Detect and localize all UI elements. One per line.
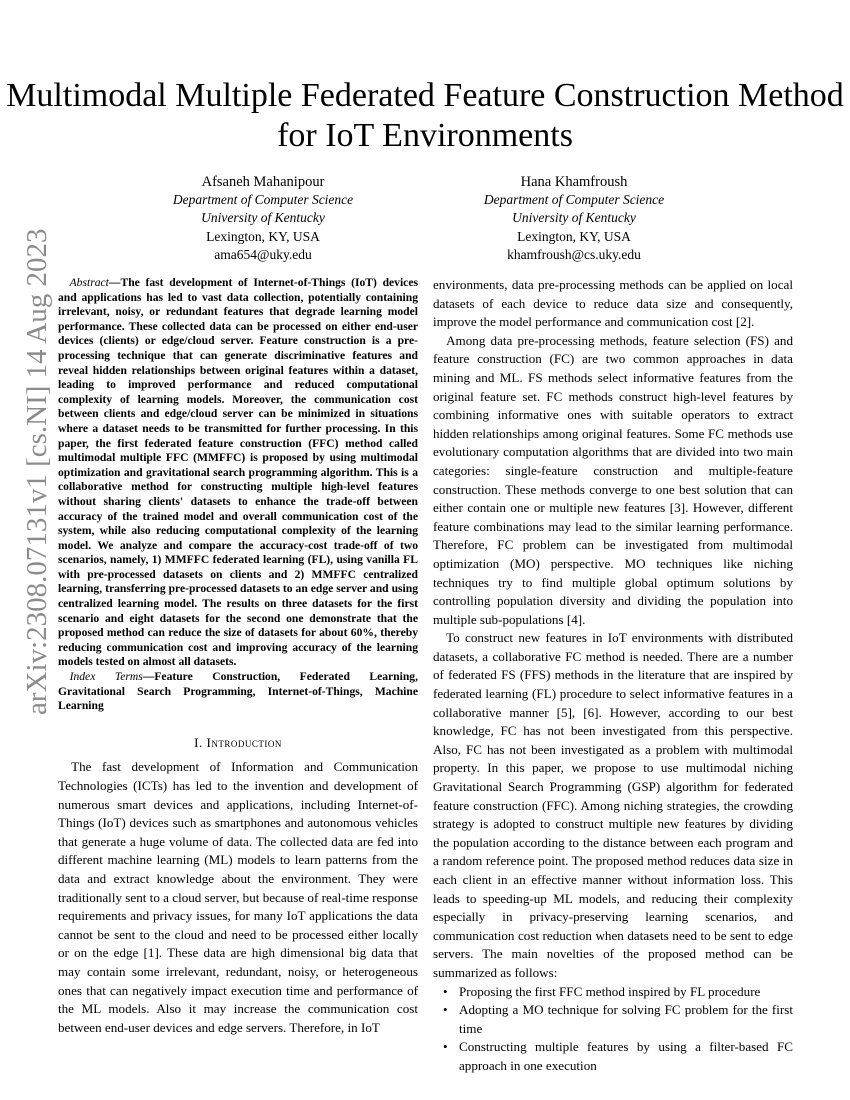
index-terms-label: Index Terms <box>69 670 143 684</box>
author-department: Department of Computer Science <box>483 192 665 208</box>
list-item: • Constructing multiple features by using a filter-based FC approach in one execution <box>459 1038 793 1075</box>
author-block-1 <box>98 173 428 264</box>
author-block-2 <box>409 173 739 264</box>
index-terms <box>58 670 418 714</box>
author-department: Department of Computer Science <box>172 192 354 208</box>
author-name: Hana Khamfroush <box>520 174 628 190</box>
list-item: • Proposing the first FFC method inspired by FL procedure <box>459 983 793 1002</box>
paragraph: environments, data pre-processing methods can be applied on local datasets of each device to reduce data size and consequently, improve the model performance and communication cost [2]. <box>433 277 793 330</box>
author-name: Afsaneh Mahanipour <box>201 174 325 190</box>
abstract-label: Abstract <box>69 276 109 289</box>
paragraph: The fast development of Information and Communication Technologies (ICTs) has led to the invention and development of numerous smart devices and applications, including Internet-of-Things (IoT) devices such as smartphones and autonomous vehicles that generate a huge volume of data. The collected data are fed into different machine learning (ML) models to learn patterns from the data and extract knowledge about the environment. They were traditionally sent to a cloud server, but because of real-time response requirements and privacy issues, for many IoT applications the data cannot be sent to the cloud and need to be processed either locally or on the edge [1]. These data are high dimensional big data that may contain some irrelevant, redundant, noisy, or heterogeneous ones that can negatively impact execution time and performance of the ML models. Also it may increase the communication cost between end-user devices and edge servers. Therefore, in IoT <box>58 759 418 1035</box>
author-email[interactable]: khamfroush@cs.uky.edu <box>507 246 641 262</box>
section-heading-introduction: I. Introduction <box>194 734 282 750</box>
abstract <box>58 276 418 670</box>
paper-title: Multimodal Multiple Federated Feature Construction Method for IoT Environments <box>6 77 844 154</box>
author-location: Lexington, KY, USA <box>206 228 320 244</box>
index-terms-text: —Feature Construction, Federated Learning, Gravitational Search Programming, Internet-of-Things, Machine Learning <box>58 670 418 713</box>
left-column <box>58 276 418 1037</box>
paragraph: To construct new features in IoT environments with distributed datasets, a collaborative FC method is needed. There are a number of federated FS (FFS) methods in the literature that are inspired by federated learning (FL) procedure to select informative features in a collaborative manner [5], [6]. However, according to our best knowledge, FC has not been investigated from this perspective. Also, FC has not been investigated as a problem with multimodal property. In this paper, we propose to use multimodal niching Gravitational Search Programming (GSP) algorithm for federated feature construction (FFC). Among niching strategies, the crowding strategy is adopted to construct multiple new features by dividing the population according to the distance between each program and a random reference point. The proposed method reduces data size in each client in an effective manner without information loss. This leads to speeding-up ML models, and reducing their complexity especially in privacy-preserving learning scenarios, and communication cost reduction when datasets need to be sent to edge servers. The main novelties of the proposed method can be summarized as follows: <box>433 630 793 980</box>
author-university: University of Kentucky <box>201 210 325 226</box>
abstract-text: —The fast development of Internet-of-Things (IoT) devices and applications has led to vast data collection, potentially containing irrelevant, noisy, or redundant features that degrade learning model performance. These collected data can be processed on either end-user devices (clients) or edge/cloud server. Feature construction is a pre-processing technique that can generate discriminative features and reveal hidden relationships between original features within a dataset, leading to improved performance and reduced computational complexity of learning models. Moreover, the communication cost between clients and edge/cloud server can be minimized in situations where a dataset needs to be transmitted for further processing. In this paper, the first federated feature construction (FFC) method called multimodal multiple FFC (MMFFC) is proposed by using multimodal optimization and gravitational search programming algorithm. This is a collaborative method for constructing multiple high-level features without sharing clients' datasets to enhance the trade-off between accuracy of the trained model and overall communication cost of the system, while also reducing computational complexity of the learning model. We analyze and compare the accuracy-cost trade-off of two scenarios, namely, 1) MMFFC federated learning (FL), using vanilla FL with pre-processed datasets on clients and 2) MMFFC centralized learning, transferring pre-processed datasets to an edge server and using centralized learning model. The results on three datasets for the first scenario and eight datasets for the second one demonstrate that the proposed method can reduce the size of datasets for about 60%, thereby reducing communication cost and improving accuracy of the learning models tested on almost all datasets. <box>58 276 418 669</box>
author-university: University of Kentucky <box>512 210 636 226</box>
paragraph: Among data pre-processing methods, feature selection (FS) and feature construction (FC) are two common approaches in data mining and ML. FS methods select informative features from the original feature set. FC methods construct high-level features by combining informative ones with suitable operators to extract hidden relationships among original features. Some FC methods use evolutionary computation algorithms that are divided into two main categories: single-feature construction and multiple-feature construction. These methods converge to one best solution that can either contain one or multiple new features [3]. However, different feature combinations may lead to the similar learning performance. Therefore, FC problem can be investigated from multimodal optimization (MO) perspective. MO techniques like niching techniques try to find multiple global optimum solutions by controlling population diversity and dividing the population into multiple sub-populations [4]. <box>433 332 793 627</box>
author-email[interactable]: ama654@uky.edu <box>214 246 312 262</box>
arxiv-identifier[interactable]: arXiv:2308.07131v1 [cs.NI] 14 Aug 2023 <box>21 228 53 715</box>
list-item: • Adopting a MO technique for solving FC problem for the first time <box>459 1001 793 1038</box>
author-location: Lexington, KY, USA <box>517 228 631 244</box>
right-column <box>433 276 793 1076</box>
novelty-list <box>433 983 793 1076</box>
